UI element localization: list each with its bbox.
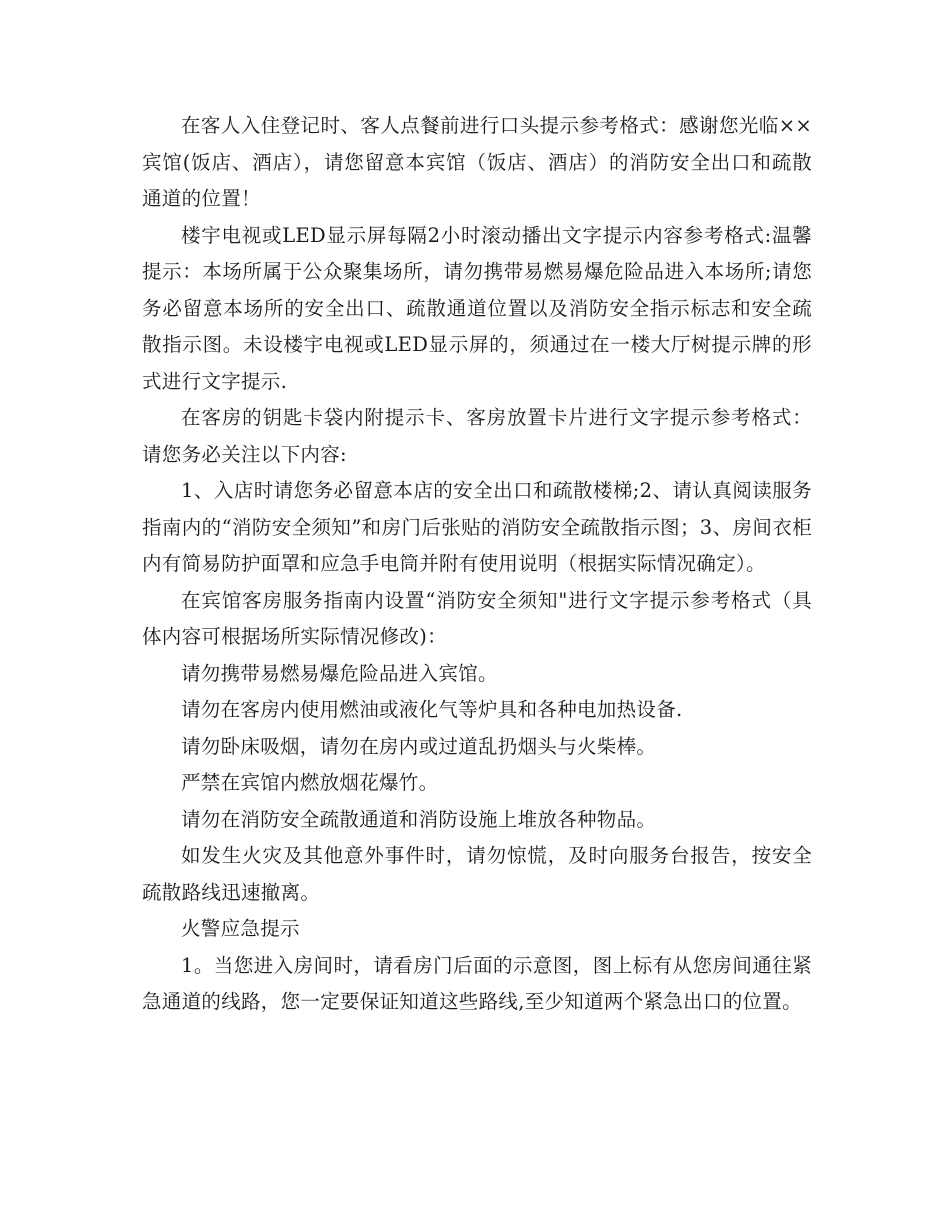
- paragraph-checkin-verbal-notice: 在客人入住登记时、客人点餐前进行口头提示参考格式：感谢您光临××宾馆(饭店、酒店），请您留意本宾馆（饭店、酒店）的消防安全出口和疏散通道的位置！: [142, 114, 812, 210]
- paragraph-rule-keep-exits-clear: 请勿在消防安全疏散通道和消防设施上堆放各种物品。: [181, 807, 657, 831]
- paragraph-emergency-evacuation: 如发生火灾及其他意外事件时，请勿惊慌，及时向服务台报告，按安全疏散路线迅速撤离。: [142, 844, 812, 904]
- paragraph-fire-alarm-step-1: 1。当您进入房间时，请看房门后面的示意图，图上标有从您房间通往紧急通道的线路，您一定要保证知道这些路线,至少知道两个紧急出口的位置。: [142, 953, 812, 1013]
- paragraph-key-card-items: 1、入店时请您务必留意本店的安全出口和疏散楼梯;2、请认真阅读服务指南内的“消防安全须知”和房门后张贴的消防安全疏散指示图；3、房间衣柜内有简易防护面罩和应急手电筒并附有使用说明（根据实际情况确定）。: [142, 479, 812, 575]
- paragraph-rule-no-smoking-bed: 请勿卧床吸烟，请勿在房内或过道乱扔烟头与火柴棒。: [181, 734, 657, 758]
- paragraph-rule-no-heaters: 请勿在客房内使用燃油或液化气等炉具和各种电加热设备.: [181, 698, 683, 721]
- paragraph-service-guide-notice: 在宾馆客房服务指南内设置“消防安全须知"进行文字提示参考格式（具体内容可根据场所实际情况修改)：: [142, 588, 812, 648]
- section-heading-fire-alarm: 火警应急提示: [181, 917, 300, 940]
- paragraph-rule-no-fireworks: 严禁在宾馆内燃放烟花爆竹。: [181, 771, 439, 794]
- paragraph-led-display-notice: 楼宇电视或LED显示屏每隔2小时滚动播出文字提示内容参考格式:温馨提示：本场所属于公众聚集场所，请勿携带易燃易爆危险品进入本场所;请您务必留意本场所的安全出口、疏散通道位置以及消防安全指示标志和安全疏散指示图。未设楼宇电视或LED显示屏的，须通过在一楼大厅树提示牌的形式进行文字提示.: [142, 223, 812, 393]
- document-body: [142, 108, 812, 1021]
- paragraph-key-card-notice: 在客房的钥匙卡袋内附提示卡、客房放置卡片进行文字提示参考格式：请您务必关注以下内容:: [142, 406, 812, 466]
- paragraph-rule-no-flammables: 请勿携带易燃易爆危险品进入宾馆。: [181, 661, 498, 685]
